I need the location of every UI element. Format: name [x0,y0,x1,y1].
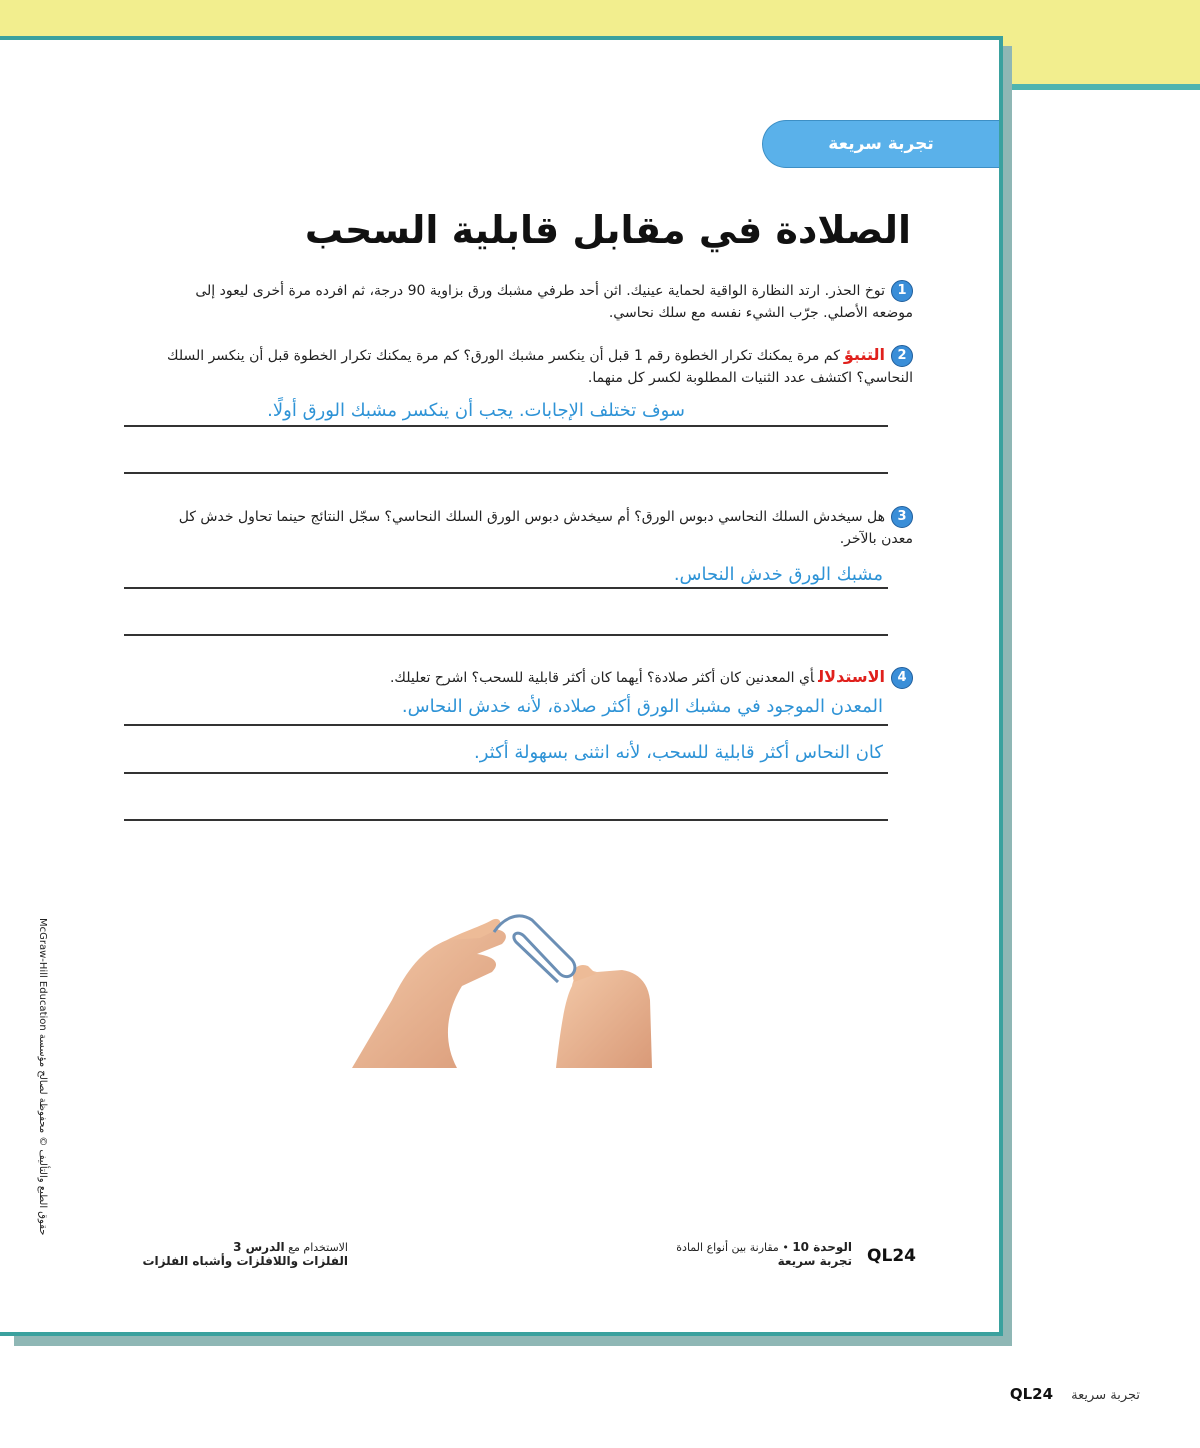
page-footer-label: تجربة سريعة [1071,1388,1140,1403]
answer-line[interactable] [124,724,888,726]
question-4 [153,666,913,689]
answer-line[interactable] [124,819,888,821]
question-number-1: 1 [891,280,913,302]
footer-usage-label: الاستخدام مع [288,1241,348,1254]
question-number-4: 4 [891,667,913,689]
page-title: الصلادة في مقابل قابلية السحب [304,208,911,252]
question-number-3: 3 [891,506,913,528]
question-1 [153,280,913,324]
answer-line[interactable] [124,634,888,636]
header-divider [1005,84,1200,90]
keyword-predict: التنبؤ [843,345,885,364]
page-footer-code: QL24 [1009,1385,1054,1403]
question-3-text: هل سيخدش السلك النحاسي دبوس الورق؟ أم سيخدش دبوس الورق السلك النحاسي؟ سجّل النتائج حينما تحاول خدش كل معدن بالآخر. [178,509,913,547]
footer-lesson: الدرس 3 [233,1240,285,1254]
question-2 [153,344,913,389]
answer-line[interactable] [124,425,888,427]
question-number-2: 2 [891,345,913,367]
question-2-text: كم مرة يمكنك تكرار الخطوة رقم 1 قبل أن ينكسر مشبك الورق؟ كم مرة يمكنك تكرار الخطوة قبل أن ينكسر السلك النحاسي؟ اكتشف عدد الثنيات المطلوبة لكسر كل منهما. [167,348,913,386]
copyright-credit: حقوق الطبع والتأليف © محفوظة لصالح مؤسسة McGraw-Hill Education [37,918,48,1236]
question-4-text: أي المعدنين كان أكثر صلادة؟ أيهما كان أكثر قابلية للسحب؟ اشرح تعليلك. [389,670,815,686]
footer-unit: الوحدة 10 [792,1240,852,1254]
keyword-inference: الاستدلال [818,667,885,686]
answer-line[interactable] [124,772,888,774]
footer-page-code: QL24 [867,1246,916,1266]
answer-line[interactable] [124,587,888,589]
answer-q3: مشبك الورق خدش النحاس. [673,564,883,585]
footer-section: تجربة سريعة [777,1254,852,1268]
footer-lesson-info [124,1240,348,1268]
answer-q2: سوف تختلف الإجابات. يجب أن ينكسر مشبك الورق أولًا. [267,400,685,421]
question-3 [153,506,913,550]
answer-q4-line2: كان النحاس أكثر قابلية للسحب، لأنه انثنى بسهولة أكثر. [474,742,883,763]
footer-lesson-title: الفلزات واللافلزات وأشباه الفلزات [142,1254,348,1268]
hands-paperclip-photo [352,890,652,1068]
footer-unit-subtitle: • مقارنة بين أنواع المادة [676,1241,789,1254]
section-banner: تجربة سريعة [762,120,999,168]
answer-q4-line1: المعدن الموجود في مشبك الورق أكثر صلادة، لأنه خدش النحاس. [401,696,883,717]
worksheet-page [0,36,1003,1336]
answer-line[interactable] [124,472,888,474]
question-1-text: توخ الحذر. ارتد النظارة الواقية لحماية عينيك. اثن أحد طرفي مشبك ورق بزاوية 90 درجة، ثم افرده مرة أخرى ليعود إلى موضعه الأصلي. جرّب الشيء نفسه مع سلك نحاسي. [195,283,913,321]
page-footer [1010,1385,1140,1403]
